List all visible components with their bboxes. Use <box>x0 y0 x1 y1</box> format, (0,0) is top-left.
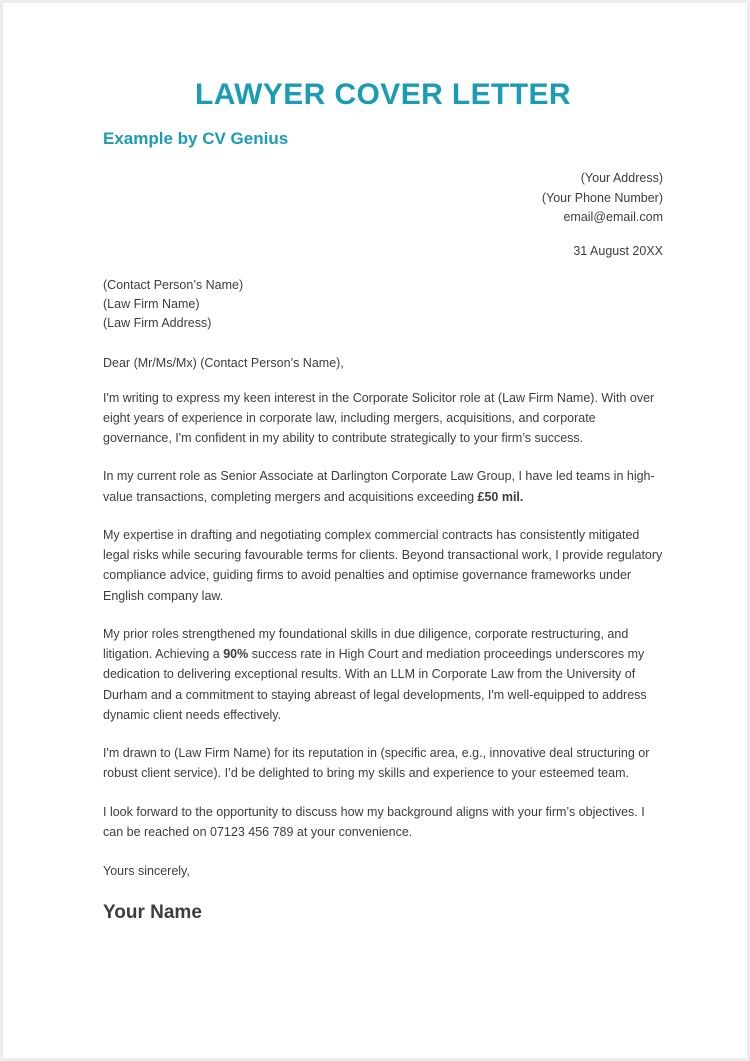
recipient-block <box>103 276 663 334</box>
paragraph-2-highlight: £50 mil. <box>477 489 524 504</box>
paragraph-2-text-before: In my current role as Senior Associate at Darlington Corporate Law Group, I have led teams in high-value transactions, completing mergers and acquisitions exceeding <box>103 469 655 504</box>
letter-content <box>103 0 663 924</box>
paragraph-4-text-before: My prior roles strengthened my foundational skills in due diligence, corporate restructuring, and litigation. Achieving a <box>103 626 629 662</box>
body-paragraph-2 <box>103 466 663 507</box>
letter-date: 31 August 20XX <box>573 243 663 258</box>
recipient-address: (Law Firm Address) <box>103 316 212 331</box>
paragraph-4-text-after: success rate in High Court and mediation proceedings underscores my dedication to delivering exceptional results. With an LLM in Corporate Law from the University of Durham and a commitment to staying abreast of legal developments, I'm well-equipped to address dynamic client needs effectively. <box>103 647 647 722</box>
sender-block <box>103 169 663 227</box>
recipient-firm: (Law Firm Name) <box>103 296 200 311</box>
sender-phone: (Your Phone Number) <box>541 190 663 205</box>
body-paragraph-4 <box>103 624 663 725</box>
document-subtitle: Example by CV Genius <box>103 129 289 148</box>
body-paragraph-1: I'm writing to express my keen interest in the Corporate Solicitor role at (Law Firm Name). With over eight years of experience in corporate law, including mergers, acquisitions, and corporate governance, I'm confident in my ability to contribute strategically to your firm’s success. <box>103 390 655 446</box>
paragraph-4-highlight: 90% <box>223 647 249 662</box>
salutation: Dear (Mr/Ms/Mx) (Contact Person’s Name), <box>103 355 344 370</box>
page-border-left <box>0 0 3 1061</box>
body-paragraph-3: My expertise in drafting and negotiating complex commercial contracts has consistently mitigated legal risks while securing favourable terms for clients. Beyond transactional work, I provide regulatory compliance advice, guiding firms to avoid penalties and optimise governance frameworks under English company law. <box>103 527 663 603</box>
recipient-name: (Contact Person’s Name) <box>103 277 244 292</box>
signature-name: Your Name <box>103 902 202 924</box>
document-title: LAWYER COVER LETTER <box>195 78 571 111</box>
body-paragraph-5: I'm drawn to (Law Firm Name) for its reputation in (specific area, e.g., innovative deal structuring or robust client service). I’d be delighted to bring my skills and experience to your esteemed team. <box>103 746 650 781</box>
closing-line: Yours sincerely, <box>103 864 190 879</box>
sender-email: email@email.com <box>563 210 663 225</box>
body-paragraph-6: I look forward to the opportunity to discuss how my background aligns with your firm’s objectives. I can be reached on 07123 456 789 at your convenience. <box>103 804 645 839</box>
sender-address: (Your Address) <box>580 171 663 186</box>
